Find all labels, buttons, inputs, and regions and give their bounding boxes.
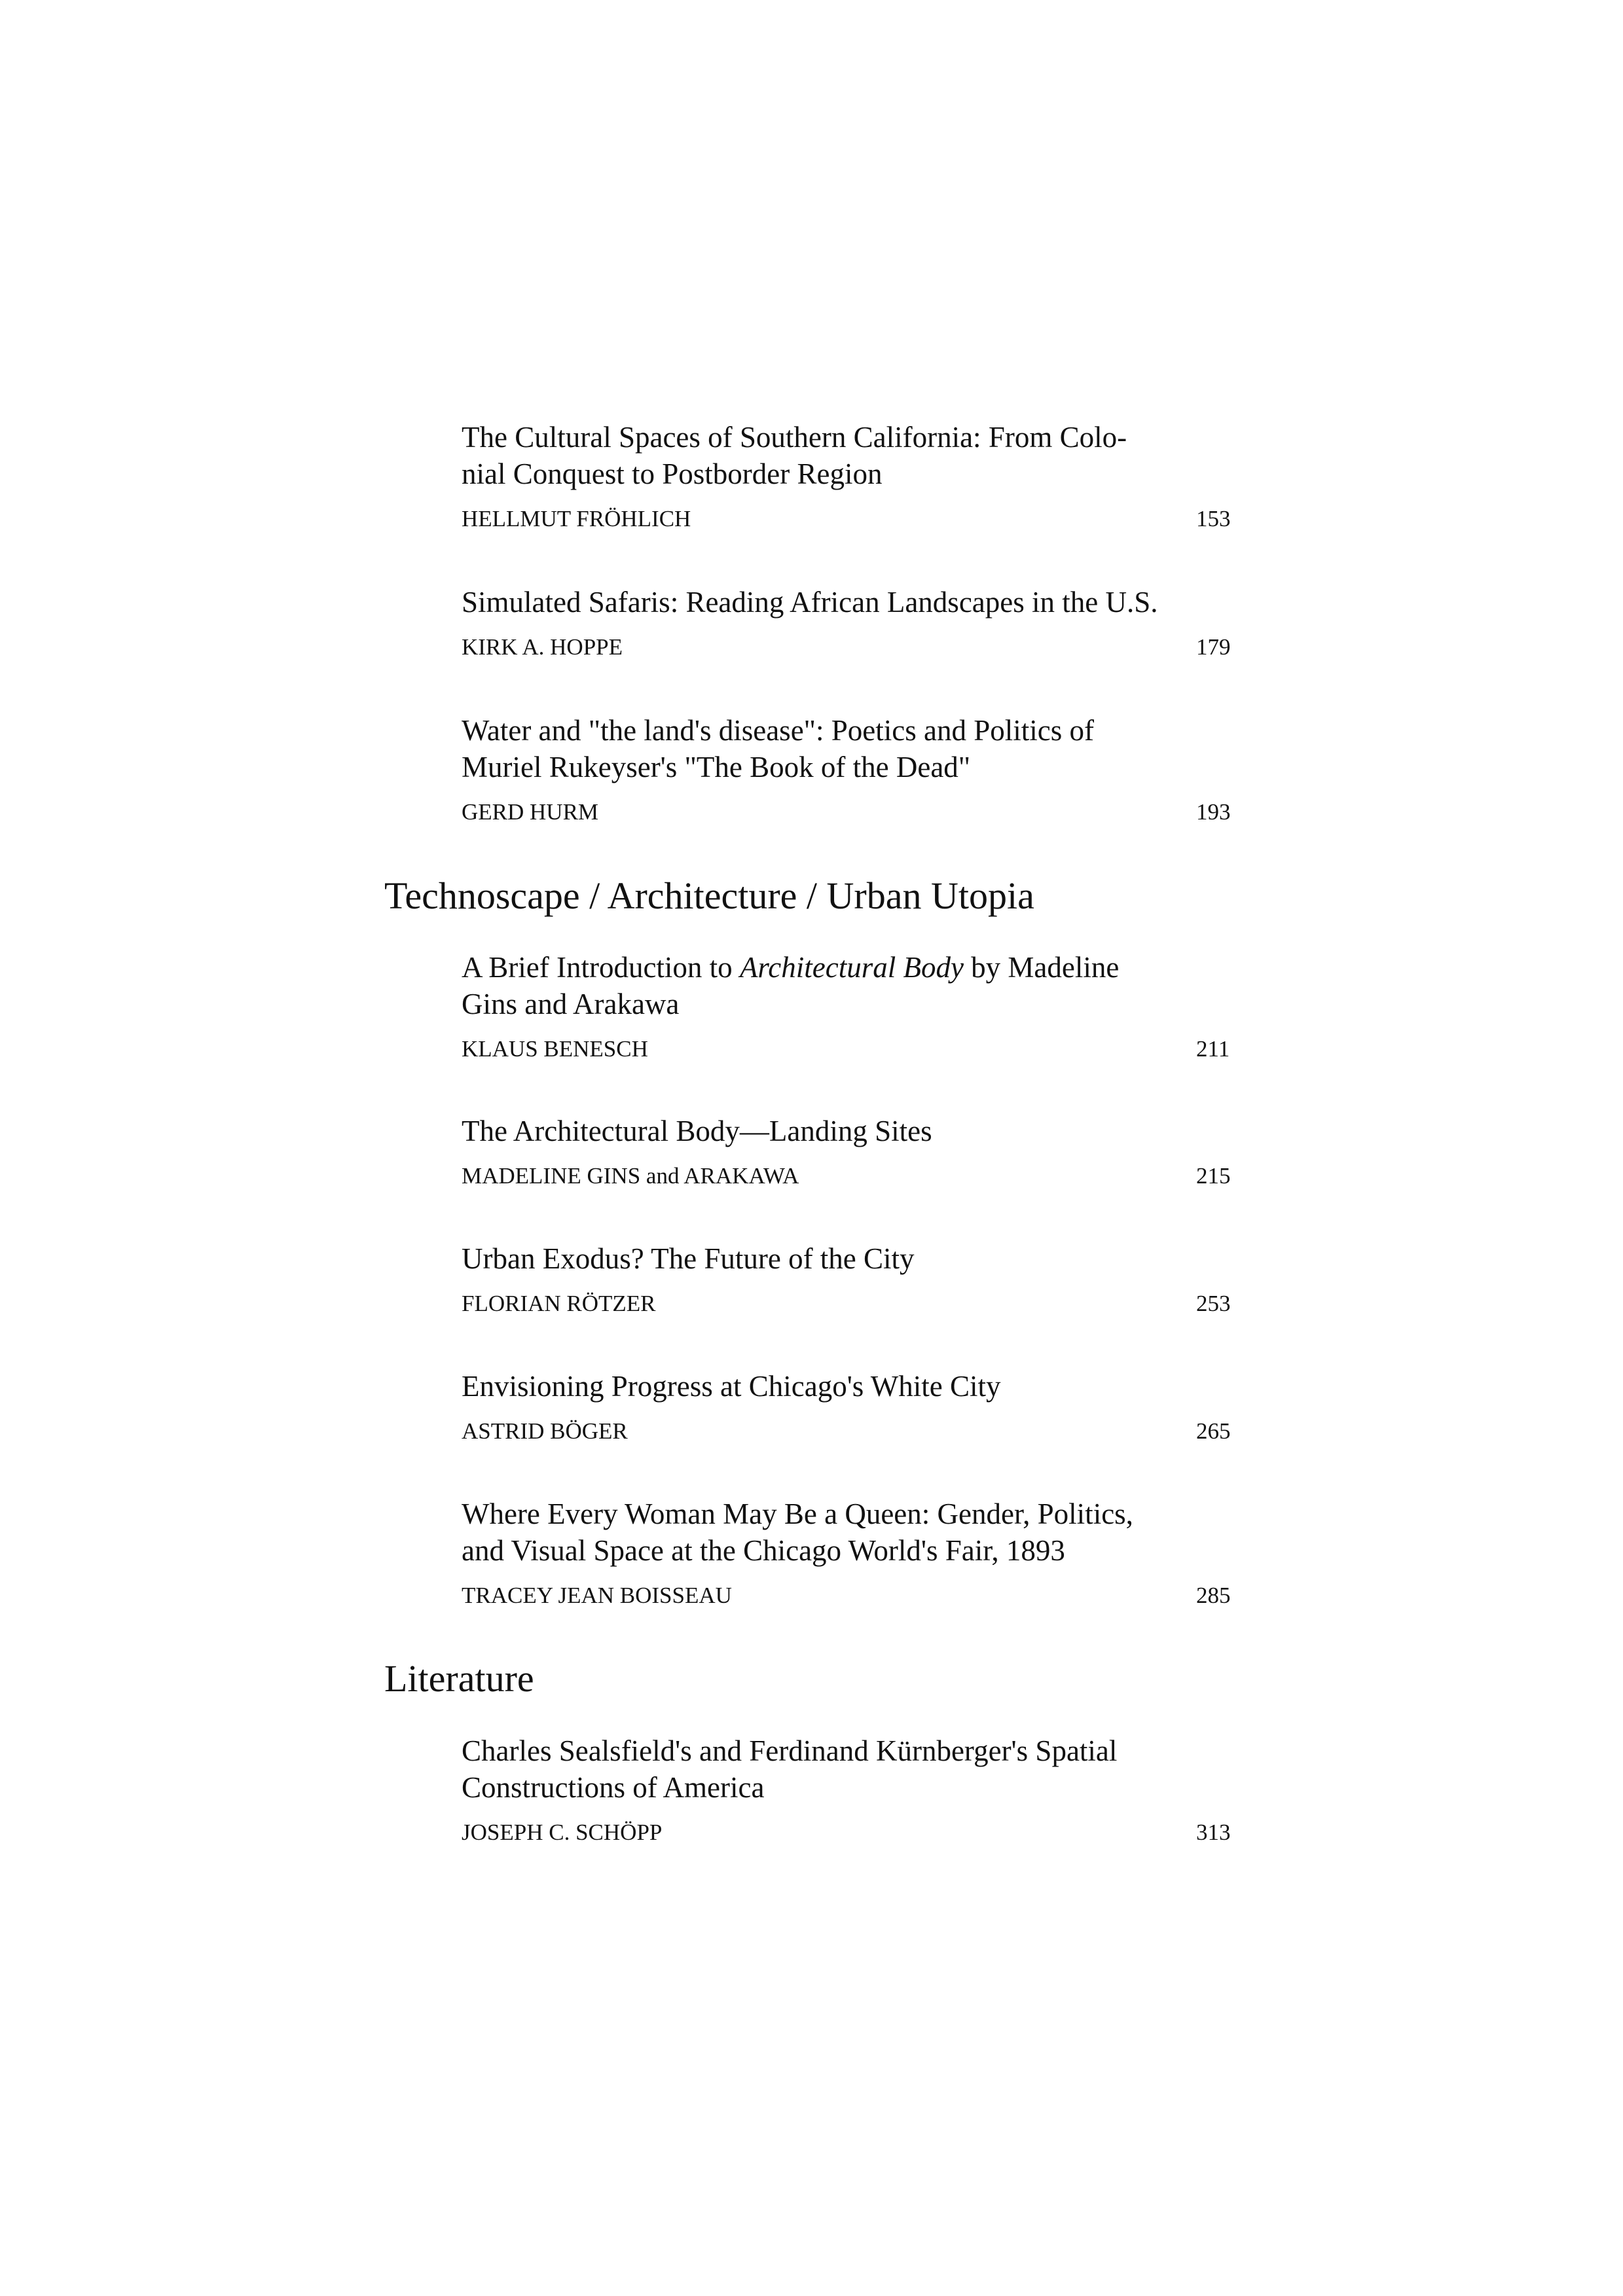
entry-meta [462,631,1247,664]
entry-author-name: ARAKAWA [684,1163,799,1189]
toc-entry[interactable] [462,1113,1247,1193]
entry-title-text: A Brief Introduction to [462,951,740,984]
entry-title [462,712,1247,785]
entry-title [462,1496,1247,1569]
entry-meta [462,503,1247,535]
entry-title-line: Where Every Woman May Be a Queen: Gender, Politics, [462,1498,1133,1530]
entry-page-number: 285 [1196,1583,1231,1608]
toc-entry[interactable] [462,1732,1247,1849]
entry-page-number: 179 [1196,634,1231,660]
entry-author: FLORIAN RÖTZER [462,1291,656,1316]
entry-page-number: 253 [1196,1291,1231,1316]
entry-title-line: Envisioning Progress at Chicago's White City [462,1370,1001,1403]
entry-title [462,1113,1247,1149]
toc-entry[interactable] [462,949,1247,1066]
entry-page-number: 313 [1196,1820,1231,1845]
entry-title [462,1240,1247,1277]
entry-title [462,1732,1247,1806]
section-heading-literature: Literature [384,1657,534,1700]
entry-meta [462,1160,1247,1193]
entry-title-line: The Architectural Body—Landing Sites [462,1115,932,1147]
entry-meta [462,1033,1247,1066]
entry-title [462,584,1247,620]
entry-author: KIRK A. HOPPE [462,634,623,660]
entry-author: KLAUS BENESCH [462,1036,648,1062]
entry-author: GERD HURM [462,799,599,825]
toc-entry[interactable] [462,419,1247,535]
entry-title-line: nial Conquest to Postborder Region [462,457,883,490]
entry-author-joiner: and [640,1163,684,1189]
entry-author [462,1160,799,1193]
entry-title-line: Charles Sealsfield's and Ferdinand Kürnberger's Spatial [462,1734,1118,1767]
entry-title-line: Muriel Rukeyser's "The Book of the Dead" [462,751,971,783]
entry-title-italic: Architectural Body [739,951,964,984]
toc-entry[interactable] [462,584,1247,664]
entry-title [462,949,1247,1022]
entry-title-text: by Madeline [963,951,1120,984]
entry-title-line: Gins and Arakawa [462,988,680,1020]
entry-meta [462,1816,1247,1849]
entry-author: HELLMUT FRÖHLICH [462,506,691,531]
entry-author: ASTRID BÖGER [462,1418,628,1444]
entry-page-number: 153 [1196,506,1231,531]
entry-page-number: 193 [1196,799,1231,825]
entry-meta [462,796,1247,829]
entry-title-line: Constructions of America [462,1771,765,1804]
entry-title-line: The Cultural Spaces of Southern California: From Colo- [462,421,1127,454]
entry-page-number: 265 [1196,1418,1231,1444]
entry-title-line: and Visual Space at the Chicago World's Fair, 1893 [462,1534,1065,1567]
toc-entry[interactable] [462,1368,1247,1448]
toc-entry[interactable] [462,1240,1247,1320]
entry-meta [462,1287,1247,1320]
entry-page-number: 211 [1196,1036,1230,1062]
entry-meta [462,1415,1247,1448]
entry-title-line: Water and "the land's disease": Poetics and Politics of [462,714,1095,747]
entry-meta [462,1579,1247,1612]
entry-title-line: Urban Exodus? The Future of the City [462,1242,915,1275]
entry-title [462,1368,1247,1405]
entry-page-number: 215 [1196,1163,1231,1189]
toc-entry[interactable] [462,1496,1247,1612]
toc-entry[interactable] [462,712,1247,829]
entry-title-line: Simulated Safaris: Reading African Landscapes in the U.S. [462,586,1158,619]
section-heading-technoscape: Technoscape / Architecture / Urban Utopia [384,874,1034,917]
entry-author: JOSEPH C. SCHÖPP [462,1820,663,1845]
entry-title-line [462,949,1247,986]
entry-author-name: MADELINE GINS [462,1163,641,1189]
entry-title [462,419,1247,492]
entry-author: TRACEY JEAN BOISSEAU [462,1583,732,1608]
